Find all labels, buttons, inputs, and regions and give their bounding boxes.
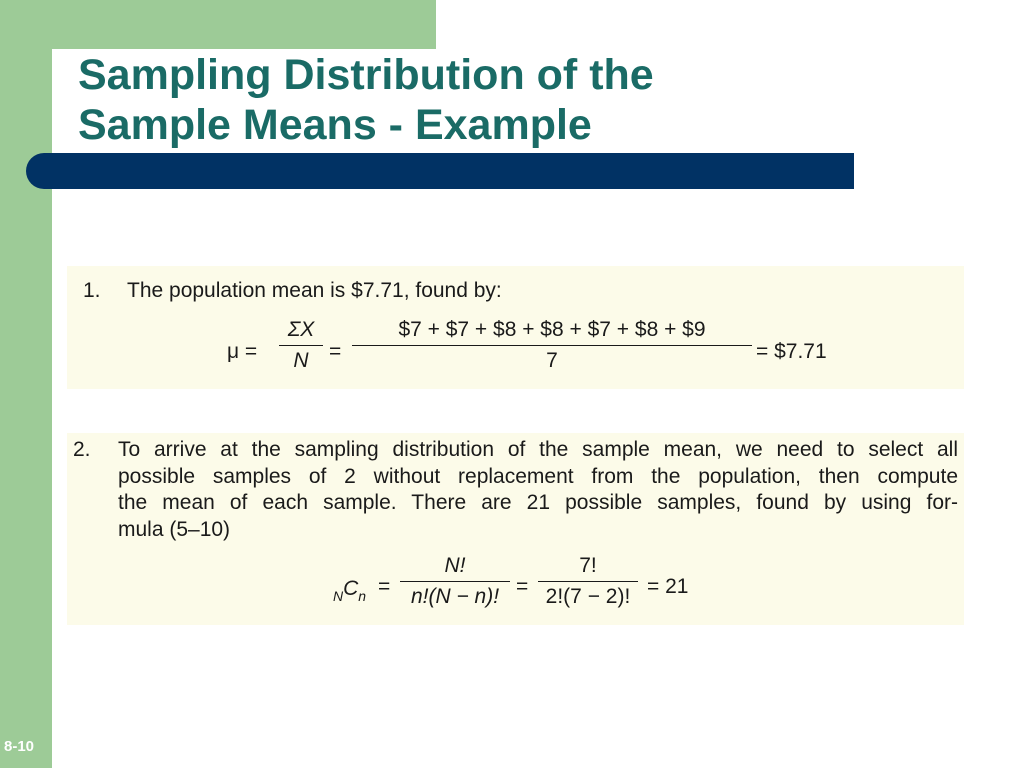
slide-title-line-1: Sampling Distribution of the bbox=[78, 51, 654, 99]
combination-c: C bbox=[343, 577, 359, 600]
fraction-numerator: ΣX bbox=[279, 317, 323, 346]
fraction-numerator: $7 + $7 + $8 + $8 + $7 + $8 + $9 bbox=[352, 317, 752, 346]
fraction-denominator: 7 bbox=[546, 349, 558, 372]
equals-sign: = bbox=[329, 340, 342, 363]
equals-sign: = bbox=[516, 575, 529, 598]
paragraph-line: possible samples of 2 without replacement from the population, then compute bbox=[118, 464, 958, 488]
paragraph-line: the mean of each sample. There are 21 possible samples, found by using for- bbox=[118, 491, 958, 514]
fraction-denominator: N bbox=[293, 349, 309, 372]
combination-subscript-n-big: N bbox=[333, 588, 344, 604]
factorial-fraction-symbolic bbox=[400, 553, 510, 610]
left-green-band bbox=[0, 0, 52, 768]
values-sum-fraction bbox=[352, 317, 752, 374]
step-1-number: 1. bbox=[83, 279, 101, 302]
fraction-numerator: 7! bbox=[538, 553, 638, 582]
title-underline-bar bbox=[26, 153, 854, 189]
fraction-numerator: N! bbox=[400, 553, 510, 582]
mean-result: = $7.71 bbox=[756, 340, 827, 363]
slide-title bbox=[78, 50, 654, 150]
mu-lhs: μ = bbox=[227, 340, 258, 363]
combination-lhs bbox=[333, 576, 366, 603]
fraction-denominator: 2!(7 − 2)! bbox=[545, 585, 631, 608]
combination-subscript-n-small: n bbox=[358, 588, 367, 604]
slide-number: 8-10 bbox=[4, 738, 35, 755]
sum-x-over-n-fraction bbox=[279, 317, 323, 374]
fraction-denominator: n!(N − n)! bbox=[410, 585, 500, 608]
paragraph-line: To arrive at the sampling distribution of the sample mean, we need to select all bbox=[118, 438, 958, 461]
step-1-text: The population mean is $7.71, found by: bbox=[127, 279, 502, 302]
step-2-number: 2. bbox=[73, 438, 91, 461]
step-2-paragraph bbox=[118, 437, 958, 543]
factorial-fraction-numeric bbox=[538, 553, 638, 610]
example-step-1-box bbox=[67, 266, 964, 389]
paragraph-line: mula (5–10) bbox=[118, 517, 231, 541]
top-green-band bbox=[0, 0, 436, 49]
example-step-2-box bbox=[67, 433, 964, 625]
slide-title-line-2: Sample Means - Example bbox=[78, 101, 592, 149]
equals-sign: = bbox=[378, 575, 391, 598]
combination-result: = 21 bbox=[647, 575, 689, 598]
